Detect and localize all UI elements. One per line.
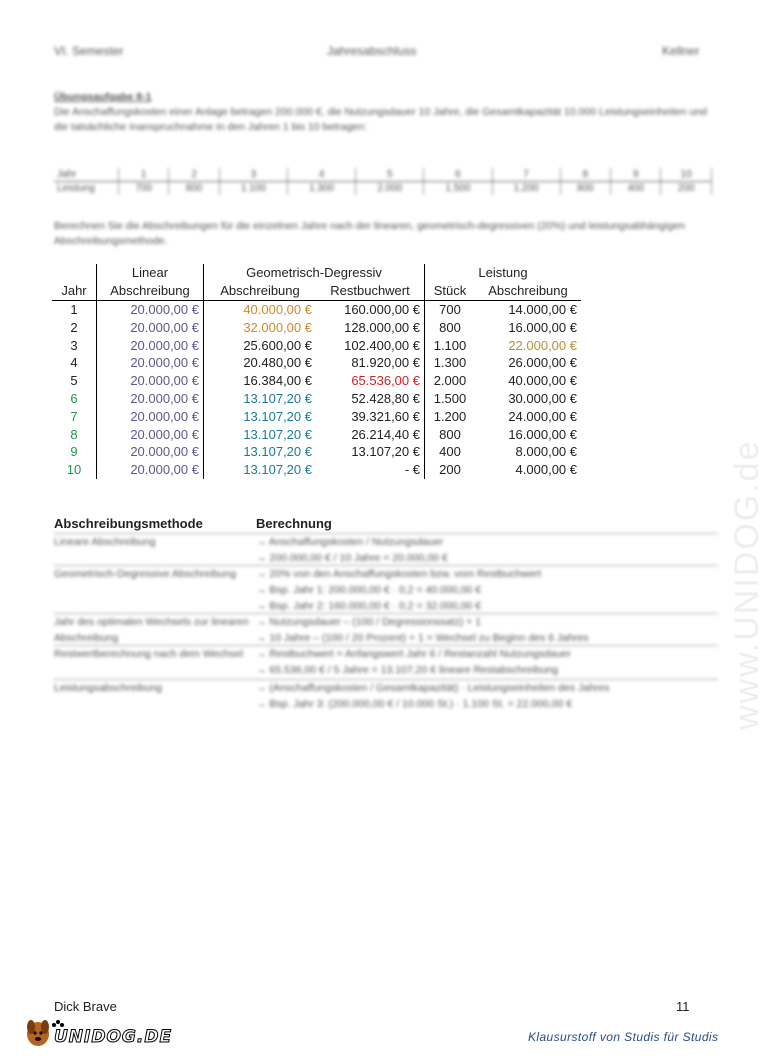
watermark: www.UNIDOG.de — [728, 439, 766, 730]
calculation-line: → (Anschaffungskosten / Gesamtkapazität) · Leistungseinheiten des Jahres — [256, 682, 610, 694]
cell-stueck: 800 — [425, 425, 476, 443]
depreciation-table — [52, 264, 581, 479]
depreciation-row — [52, 318, 581, 336]
method-label: Lineare Abschreibung — [54, 536, 156, 548]
calculation-line: → Bsp. Jahr 1: 200.000,00 € · 0,2 = 40.000,00 € — [256, 584, 482, 596]
cell-linear-abschreibung: 20.000,00 € — [97, 425, 204, 443]
usage-year-row: Jahr 1 2 3 4 5 6 7 8 9 10 — [54, 168, 712, 182]
cell-stueck: 400 — [425, 443, 476, 461]
cell-jahr: 2 — [70, 319, 78, 335]
cell-degressiv-abschreibung: 16.384,00 € — [204, 372, 317, 390]
method-row — [54, 565, 718, 614]
usage-year-cell: 4 — [287, 168, 355, 182]
calculation-line: → Anschaffungskosten / Nutzungsdauer — [256, 536, 444, 548]
cell-stueck: 1.200 — [425, 407, 476, 425]
unidog-logo — [22, 1015, 173, 1049]
calculation-line: → Bsp. Jahr 3: (200.000,00 € / 10.000 St.) · 1.100 St. = 22.000,00 € — [256, 698, 573, 710]
depreciation-row — [52, 372, 581, 390]
depreciation-row — [52, 425, 581, 443]
usage-value-cell: 1.500 — [424, 182, 492, 196]
usage-value-cell: 700 — [119, 182, 169, 196]
depreciation-row — [52, 461, 581, 479]
depreciation-row — [52, 354, 581, 372]
calculation-line: → Nutzungsdauer – (100 / Degressionssatz) + 1 — [256, 616, 481, 628]
usage-value-cell: 1.100 — [219, 182, 287, 196]
usage-year-cell: 3 — [219, 168, 287, 182]
cell-linear-abschreibung: 20.000,00 € — [97, 390, 204, 408]
cell-leistung-abschreibung: 22.000,00 € — [508, 337, 577, 353]
cell-degressiv-abschreibung: 20.480,00 € — [204, 354, 317, 372]
method-calculation — [256, 566, 726, 614]
usage-value-cell: 800 — [169, 182, 219, 196]
cell-jahr: 10 — [66, 462, 82, 478]
method-calculation — [256, 680, 726, 712]
cell-leistung-abschreibung: 4.000,00 € — [515, 462, 577, 478]
depreciation-row — [52, 300, 581, 318]
cell-leistung-abschreibung: 16.000,00 € — [508, 426, 577, 442]
cell-degressiv-abschreibung: 25.600,00 € — [204, 336, 317, 354]
col-deg-abschreibung: Abschreibung — [204, 282, 317, 300]
cell-restbuchwert: 13.107,20 € — [351, 444, 420, 460]
depreciation-body — [52, 300, 581, 478]
method-label: Leistungsabschreibung — [54, 682, 162, 694]
method-calculation — [256, 534, 726, 566]
page-number: 11 — [676, 999, 690, 1014]
cell-restbuchwert: 128.000,00 € — [344, 319, 420, 335]
usage-year-cell: 10 — [661, 168, 712, 182]
cell-leistung-abschreibung: 8.000,00 € — [515, 444, 577, 460]
usage-year-cell: 1 — [119, 168, 169, 182]
header-semester: VI. Semester — [54, 44, 124, 58]
cell-degressiv-abschreibung: 13.107,20 € — [204, 461, 317, 479]
col-jahr: Jahr — [52, 282, 97, 300]
method-label: Restwertberechnung nach dem Wechsel — [54, 648, 243, 660]
cell-linear-abschreibung: 20.000,00 € — [97, 318, 204, 336]
header-subject: Jahresabschluss — [327, 44, 417, 58]
calculation-line: → Bsp. Jahr 2: 160.000,00 € · 0,2 = 32.000,00 € — [256, 600, 482, 612]
cell-jahr: 7 — [70, 408, 78, 424]
cell-linear-abschreibung: 20.000,00 € — [97, 354, 204, 372]
method-label: Geometrisch-Degressive Abschreibung — [54, 568, 237, 580]
group-degressiv: Geometrisch-Degressiv — [204, 264, 425, 282]
cell-degressiv-abschreibung: 13.107,20 € — [204, 407, 317, 425]
method-row — [54, 679, 718, 714]
method-row — [54, 645, 718, 680]
usage-year-cell: 8 — [560, 168, 610, 182]
exercise-block — [54, 90, 708, 135]
cell-restbuchwert: 26.214,40 € — [351, 426, 420, 442]
cell-leistung-abschreibung: 16.000,00 € — [508, 319, 577, 335]
logo-text: UNIDOG.DE — [54, 1027, 173, 1047]
usage-value-cell: 2.000 — [356, 182, 424, 196]
usage-value-cell: 800 — [560, 182, 610, 196]
usage-year-cell: 2 — [169, 168, 219, 182]
depreciation-row — [52, 336, 581, 354]
cell-jahr: 3 — [70, 337, 78, 353]
calculation-line: → 20% von den Anschaffungskosten bzw. vom Restbuchwert — [256, 568, 542, 580]
cell-linear-abschreibung: 20.000,00 € — [97, 461, 204, 479]
col-stueck: Stück — [425, 282, 476, 300]
cell-jahr: 1 — [70, 301, 78, 317]
cell-linear-abschreibung: 20.000,00 € — [97, 336, 204, 354]
cell-restbuchwert: 52.428,80 € — [351, 390, 420, 406]
cell-jahr: 5 — [70, 373, 78, 389]
cell-degressiv-abschreibung: 32.000,00 € — [204, 318, 317, 336]
method-label: Jahr des optimalen Wechsels zur linearen Abschreibung — [54, 616, 249, 644]
usage-value-cell: 200 — [661, 182, 712, 196]
cell-restbuchwert: 65.536,00 € — [351, 373, 420, 389]
depreciation-row — [52, 443, 581, 461]
cell-restbuchwert: 81.920,00 € — [351, 355, 420, 371]
method-row — [54, 533, 718, 566]
footer-author: Dick Brave — [54, 999, 117, 1014]
cell-stueck: 200 — [425, 461, 476, 479]
cell-stueck: 1.500 — [425, 390, 476, 408]
cell-degressiv-abschreibung: 13.107,20 € — [204, 443, 317, 461]
col-leist-abschreibung: Abschreibung — [475, 282, 581, 300]
cell-leistung-abschreibung: 14.000,00 € — [508, 301, 577, 317]
usage-year-cell: 6 — [424, 168, 492, 182]
method-row — [54, 613, 718, 646]
cell-jahr: 8 — [70, 426, 78, 442]
calculation-line: → 200.000,00 € / 10 Jahre = 20.000,00 € — [256, 552, 448, 564]
col-restbuchwert: Restbuchwert — [316, 282, 425, 300]
cell-leistung-abschreibung: 24.000,00 € — [508, 408, 577, 424]
cell-stueck: 700 — [425, 300, 476, 318]
cell-jahr: 6 — [70, 390, 78, 406]
cell-stueck: 1.100 — [425, 336, 476, 354]
cell-stueck: 2.000 — [425, 372, 476, 390]
methods-col2-header: Berechnung — [256, 516, 332, 531]
method-calculation — [256, 614, 726, 646]
cell-linear-abschreibung: 20.000,00 € — [97, 407, 204, 425]
cell-restbuchwert: 39.321,60 € — [351, 408, 420, 424]
group-header-row — [52, 264, 581, 282]
usage-year-cell: 5 — [356, 168, 424, 182]
group-leistung: Leistung — [425, 264, 582, 282]
cell-stueck: 800 — [425, 318, 476, 336]
usage-value-cell: 400 — [611, 182, 661, 196]
cell-jahr: 9 — [70, 444, 78, 460]
task-text: Berechnen Sie die Abschreibungen für die einzelnen Jahre nach der linearen, geometrisch-degressiven (20%) und leistungsabhängigen Abschreibungsmethode. — [54, 220, 685, 247]
cell-leistung-abschreibung: 30.000,00 € — [508, 390, 577, 406]
cell-restbuchwert: 102.400,00 € — [344, 337, 420, 353]
cell-degressiv-abschreibung: 40.000,00 € — [204, 300, 317, 318]
usage-value-row: Leistung 700 800 1.100 1.300 2.000 1.500 1.200 800 400 200 — [54, 182, 712, 196]
cell-leistung-abschreibung: 26.000,00 € — [508, 355, 577, 371]
cell-linear-abschreibung: 20.000,00 € — [97, 443, 204, 461]
footer-slogan: Klausurstoff von Studis für Studis — [528, 1030, 719, 1044]
method-calculation — [256, 646, 726, 678]
usage-year-cell: 7 — [492, 168, 560, 182]
cell-degressiv-abschreibung: 13.107,20 € — [204, 390, 317, 408]
exercise-text: Die Anschaffungskosten einer Anlage betragen 200.000 €, die Nutzungsdauer 10 Jahre, die Gesamtkapazität 10.000 Leistungseinheiten und die tatsächliche Inanspruchnahme in den Jahren 1 bis 10 betragen: — [54, 106, 708, 133]
depreciation-row — [52, 390, 581, 408]
depreciation-row — [52, 407, 581, 425]
col-lin-abschreibung: Abschreibung — [97, 282, 204, 300]
exercise-title: Übungsaufgabe 8-1 — [54, 91, 152, 103]
cell-restbuchwert: 160.000,00 € — [344, 301, 420, 317]
usage-value-cell: 1.300 — [287, 182, 355, 196]
usage-table — [54, 168, 712, 195]
cell-jahr: 4 — [70, 355, 78, 371]
calculation-line: → 10 Jahre – (100 / 20 Prozent) + 1 = Wechsel zu Beginn des 6 Jahres — [256, 632, 589, 644]
cell-leistung-abschreibung: 40.000,00 € — [508, 373, 577, 389]
methods-col1-header: Abschreibungsmethode — [54, 516, 203, 531]
cell-degressiv-abschreibung: 13.107,20 € — [204, 425, 317, 443]
cell-linear-abschreibung: 20.000,00 € — [97, 372, 204, 390]
cell-restbuchwert: - € — [404, 462, 420, 478]
calculation-line: → Restbuchwert = Anfangswert Jahr 6 / Restanzahl Nutzungsdauer — [256, 648, 571, 660]
calculation-line: → 65.536,00 € / 5 Jahre = 13.107,20 € lineare Restabschreibung — [256, 664, 559, 676]
header-author: Kellner — [662, 44, 700, 58]
column-header-row — [52, 282, 581, 300]
cell-linear-abschreibung: 20.000,00 € — [97, 300, 204, 318]
usage-year-cell: 9 — [611, 168, 661, 182]
group-linear: Linear — [97, 264, 204, 282]
cell-stueck: 1.300 — [425, 354, 476, 372]
usage-value-cell: 1.200 — [492, 182, 560, 196]
